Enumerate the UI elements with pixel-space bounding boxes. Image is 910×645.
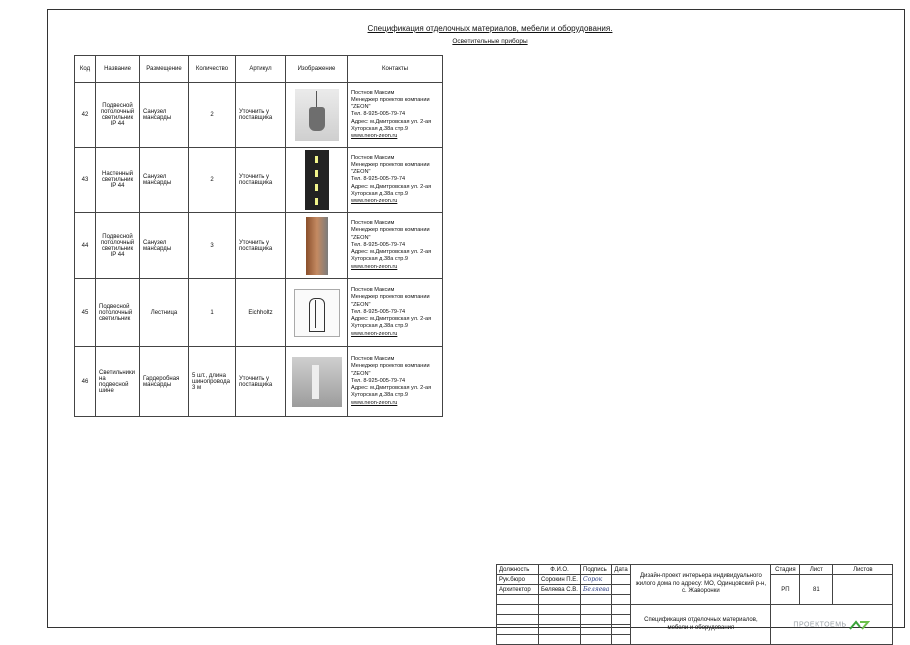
table-row [75,213,443,279]
row-image-cell [286,148,348,213]
row-placement: Гардеробная мансарды [140,347,189,417]
spec-table-header [75,56,443,83]
row-name: Настенный светильник IP 44 [96,148,140,213]
company-logo [771,605,893,645]
row-article: Уточнить у поставщика [236,213,286,279]
row-contacts: Постнов Максим Менеджер проектов компании "ZEON" Тел. 8-925-005-79-74 Адрес: м.Дмитровская ул. 2-ая Хуторская д.38а стр.9 www.neon-zeon.ru [348,279,443,347]
stamp-stage: РП [771,575,800,605]
table-row [75,148,443,213]
logo-mark-icon [848,619,870,631]
stamp-name-1: Сорокин П.Е. [539,575,581,585]
row-qty: 2 [189,83,236,148]
header-placement: Размещение [140,56,189,83]
row-qty: 3 [189,213,236,279]
stamp-sheets [833,575,893,605]
stamp-header-date: Дата [612,565,631,575]
row-image-cell [286,83,348,148]
row-placement: Лестница [140,279,189,347]
stamp-header-sheets: Листов [833,565,893,575]
row-code: 45 [75,279,96,347]
logo-text: ПРОЕКТОЕМЬ [793,621,847,629]
signature-1: Сорок [581,575,612,585]
row-placement: Санузел мансарды [140,213,189,279]
row-contacts: Постнов Максим Менеджер проектов компании "ZEON" Тел. 8-925-005-79-74 Адрес: м.Дмитровская ул. 2-ая Хуторская д.38а стр.9 www.neon-zeon.ru [348,213,443,279]
header-contacts: Контакты [348,56,443,83]
row-article: Eichholtz [236,279,286,347]
table-row [75,279,443,347]
row-name: Подвесной потолочный светильник [96,279,140,347]
signature-2: Беляева [581,585,612,595]
row-code: 44 [75,213,96,279]
website-link[interactable]: www.neon-zeon.ru [351,198,398,205]
pendant-lamp-interior-photo [306,217,328,275]
header-code: Код [75,56,96,83]
header-name: Название [96,56,140,83]
lantern-photo [294,289,340,337]
stamp-header-sign: Подпись [581,565,612,575]
stamp-header-sheet: Лист [800,565,833,575]
header-qty: Количество [189,56,236,83]
row-name: Светильники на подвесной шине [96,347,140,417]
stamp-name-2: Беляева С.В. [539,585,581,595]
header-article: Артикул [236,56,286,83]
row-article: Уточнить у поставщика [236,347,286,417]
row-qty: 1 [189,279,236,347]
sheet-title: Спецификация отделочных материалов, мебели и оборудования [631,605,771,645]
stamp-header-role: Должность [497,565,539,575]
wall-lamp-photo [305,150,329,210]
row-code: 42 [75,83,96,148]
row-code: 43 [75,148,96,213]
row-article: Уточнить у поставщика [236,148,286,213]
pendant-lamp-photo [295,89,339,141]
website-link[interactable]: www.neon-zeon.ru [351,133,398,140]
page-title: Спецификация отделочных материалов, мебели и оборудования. [367,24,613,33]
row-qty: 2 [189,148,236,213]
page-subtitle: Осветительные приборы [452,38,528,45]
stamp-sheet: 81 [800,575,833,605]
row-contacts: Постнов Максим Менеджер проектов компании "ZEON" Тел. 8-925-005-79-74 Адрес: м.Дмитровская ул. 2-ая Хуторская д.38а стр.9 www.neon-zeon.ru [348,83,443,148]
website-link[interactable]: www.neon-zeon.ru [351,399,398,406]
stamp-header-stage: Стадия [771,565,800,575]
project-description: Дизайн-проект интерьера индивидуального жилого дома по адресу: МО, Одинцовский р-н, с. Жаворонки [631,565,771,605]
row-article: Уточнить у поставщика [236,83,286,148]
header-image: Изображение [286,56,348,83]
row-name: Подвесной потолочный светильник IP 44 [96,83,140,148]
stamp-header-name: Ф.И.О. [539,565,581,575]
title-block [496,564,893,645]
row-image-cell [286,347,348,417]
row-qty: 5 шт., длина шинопровода 3 м [189,347,236,417]
row-placement: Санузел мансарды [140,83,189,148]
row-contacts: Постнов Максим Менеджер проектов компании "ZEON" Тел. 8-925-005-79-74 Адрес: м.Дмитровская ул. 2-ая Хуторская д.38а стр.9 www.neon-zeon.ru [348,148,443,213]
row-code: 46 [75,347,96,417]
stamp-role-2: Архитектор [497,585,539,595]
row-name: Подвесной потолочный светильник IP 44 [96,213,140,279]
stamp-role-1: Рук.бюро [497,575,539,585]
row-image-cell [286,279,348,347]
track-light-photo [292,357,342,407]
table-row [75,347,443,417]
website-link[interactable]: www.neon-zeon.ru [351,330,398,337]
spec-table [74,55,443,417]
row-contacts: Постнов Максим Менеджер проектов компании "ZEON" Тел. 8-925-005-79-74 Адрес: м.Дмитровская ул. 2-ая Хуторская д.38а стр.9 www.neon-zeon.ru [348,347,443,417]
row-placement: Санузел мансарды [140,148,189,213]
website-link[interactable]: www.neon-zeon.ru [351,263,398,270]
table-row [75,83,443,148]
row-image-cell [286,213,348,279]
